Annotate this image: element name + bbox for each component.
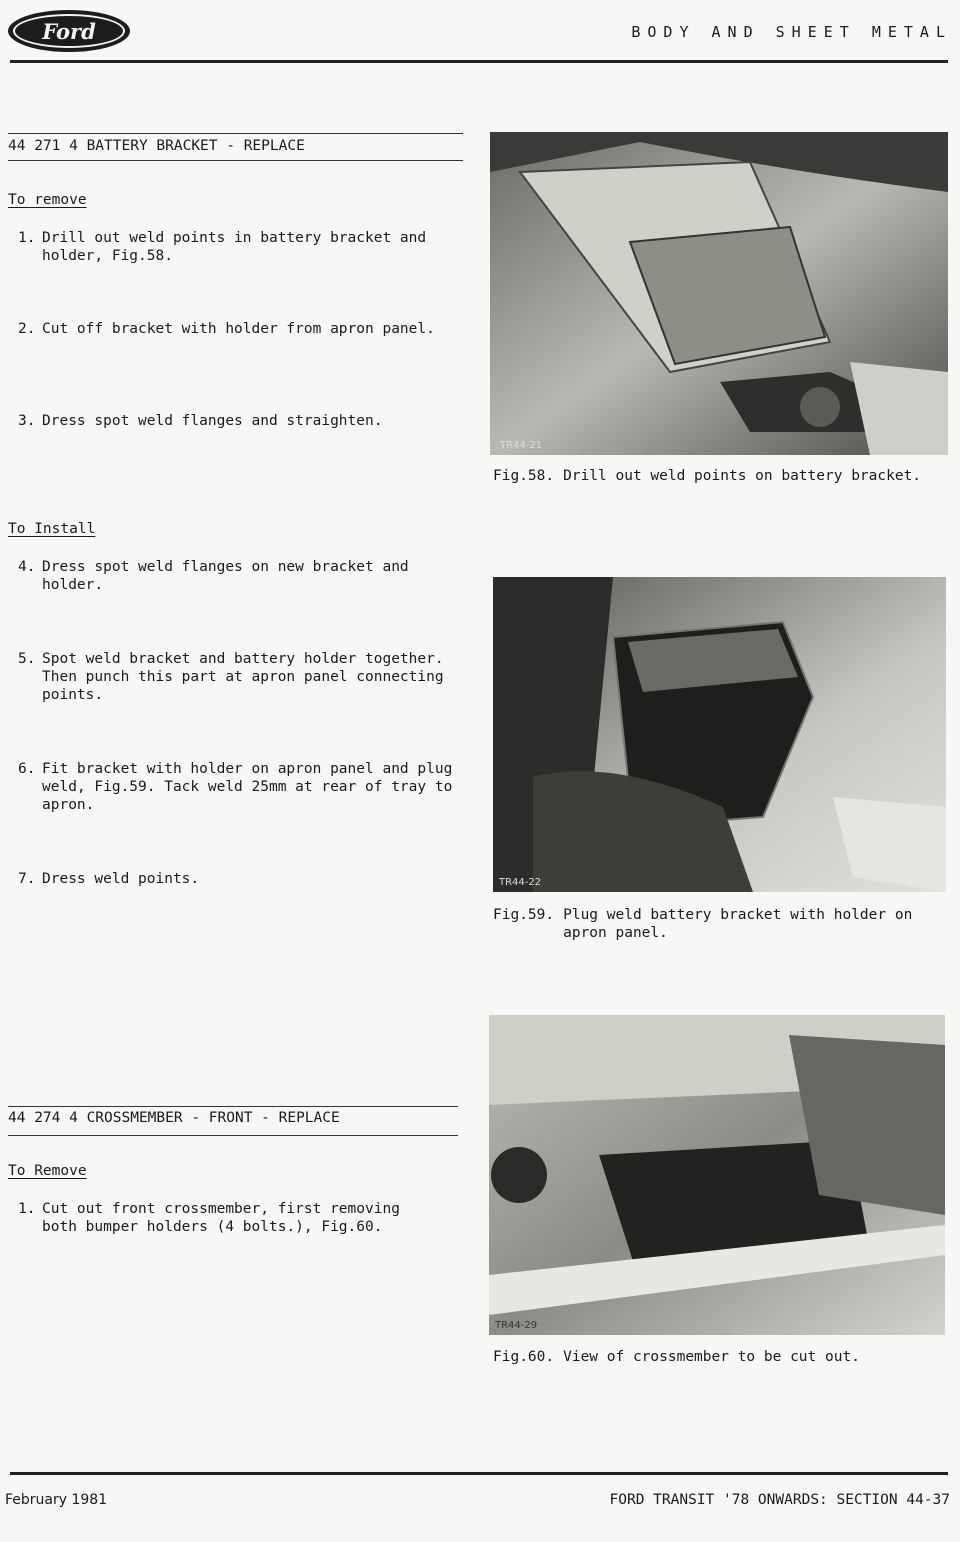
remove-step [18,412,458,430]
fig60-caption [493,1348,948,1366]
section1-top-rule [8,133,463,134]
fig60-photo [489,1015,945,1335]
step-text: Dress weld points. [42,871,200,887]
step-number: 6. [18,761,36,777]
remove-step [18,1200,438,1236]
section2-heading: 44 274 4 CROSSMEMBER - FRONT - REPLACE [8,1110,340,1126]
footer-section: FORD TRANSIT '78 ONWARDS: SECTION 44-37 [609,1492,950,1508]
step-number: 4. [18,559,36,575]
step-number: 3. [18,413,36,429]
step-text: Fit bracket with holder on apron panel and plug weld, Fig.59. Tack weld 25mm at rear of tray to apron. [42,761,453,813]
fig58-caption [493,467,948,485]
fig59-photo-label: TR44-22 [499,877,542,888]
fig60-caption-text: View of crossmember to be cut out. [563,1349,860,1365]
fig59-number: Fig.59. [493,907,555,923]
header-rule [10,60,948,63]
step-number: 2. [18,321,36,337]
step-text: Dress spot weld flanges and straighten. [42,413,383,429]
step-text: Spot weld bracket and battery holder together. Then punch this part at apron panel connecting points. [42,651,444,703]
fig59-photo [493,577,946,892]
fig60-number: Fig.60. [493,1349,555,1365]
step-number: 5. [18,651,36,667]
step-text: Cut out front crossmember, first removing both bumper holders (4 bolts.), Fig.60. [42,1201,400,1235]
section2-top-rule [8,1106,458,1107]
install-step [18,870,458,888]
fig58-number: Fig.58. [493,468,555,484]
fig58-photo [490,132,948,455]
step-text: Dress spot weld flanges on new bracket and holder. [42,559,409,593]
install-step [18,558,458,594]
footer-rule [10,1472,948,1475]
step-number: 7. [18,871,36,887]
section1-bottom-rule [8,160,463,161]
fig59-caption-text: Plug weld battery bracket with holder on apron panel. [563,907,913,941]
section1-heading: 44 271 4 BATTERY BRACKET - REPLACE [8,138,305,154]
to-remove-heading-2: To Remove [8,1163,87,1179]
fig59-caption [493,906,933,942]
page-header-title: BODY AND SHEET METAL [631,23,952,41]
install-step [18,760,458,814]
fig58-caption-text: Drill out weld points on battery bracket. [563,468,922,484]
remove-step [18,320,458,338]
step-text: Drill out weld points in battery bracket and holder, Fig.58. [42,230,427,264]
section2-bottom-rule [8,1135,458,1136]
to-remove-heading: To remove [8,192,87,208]
ford-logo-text: Ford [13,14,125,48]
fig60-photo-label: TR44-29 [495,1320,538,1331]
remove-step [18,229,458,265]
step-number: 1. [18,1201,36,1217]
ford-logo [8,10,130,52]
footer-date: February 1981 [5,1492,108,1508]
step-number: 1. [18,230,36,246]
install-step [18,650,458,704]
fig58-photo-label: TR44-21 [500,440,543,451]
to-install-heading: To Install [8,521,96,537]
step-text: Cut off bracket with holder from apron panel. [42,321,435,337]
